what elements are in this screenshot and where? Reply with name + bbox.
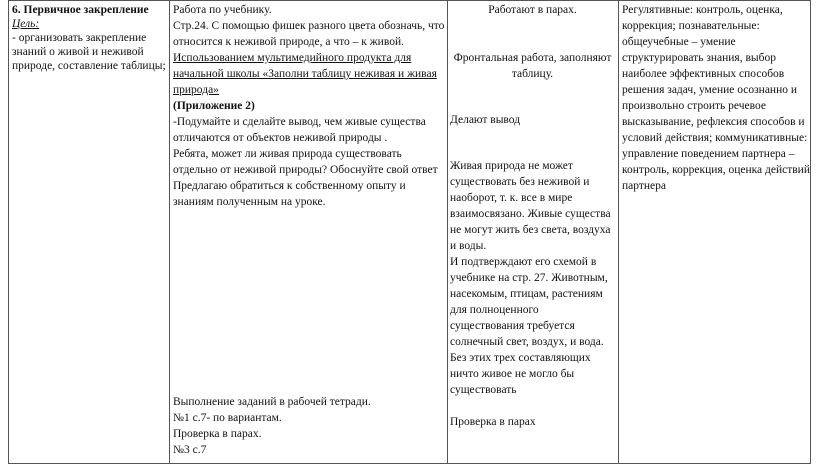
column-divider (447, 0, 448, 464)
workbook-check: Проверка в парах. (173, 428, 262, 440)
frontal-work: Фронтальная работа, заполняют таблицу. (453, 52, 612, 80)
uud-text: Регулятивные: контроль, оценка, коррекция; познавательные: общеучебные – умение структурировать знания, выбор наиболее эффективных способов решения задач, умение осознанно и произвольно строить речевое высказывание, рефлексия способов и условий действия; коммуникативные: управление поведением партнера – контроль, коррекция, оценка действий партнера (622, 4, 810, 192)
stage-cell (12, 3, 168, 73)
column-divider (169, 0, 170, 464)
conclusion-answer: Живая природа не может существовать без неживой и наоборот, т. к. все в мире взаимосвязано. Живые существа не могут жить без света, воздуха и воды. (450, 160, 611, 252)
think-prompt: -Подумайте и сделайте вывод, чем живые существа отличаются от объектов неживой природы . (173, 116, 426, 144)
appendix-ref: (Приложение 2) (173, 100, 255, 112)
workbook-task-3: №3 с.7 (173, 444, 207, 456)
student-activity-cell (450, 2, 615, 430)
pairs-work: Работают в парах. (488, 4, 577, 16)
goal-label: Цель: (12, 18, 40, 30)
workbook-variant: №1 с.7- по вариантам. (173, 412, 282, 424)
scheme-confirmation: И подтверждают его схемой в учебнике на стр. 27. Животным, насекомым, птицам, растениям для полноценного существования требуется солнечный свет, воздух, и вода. Без этих трех составляющих ничто живое не могло бы существовать (450, 256, 608, 396)
uud-cell (622, 2, 812, 194)
textbook-task: Стр.24. С помощью фишек разного цвета обозначь, что относится к неживой природе, а что – к живой. (173, 20, 445, 48)
make-conclusion: Делают вывод (450, 114, 521, 126)
multimedia-product: Использованием мультимедийного продукта для начальной школы «Заполни таблицу неживая и живая природа» (173, 52, 437, 96)
workbook-block (173, 394, 445, 458)
stage-heading: 6. Первичное закрепление (12, 4, 149, 16)
pairs-check: Проверка в парах (450, 416, 536, 428)
textbook-work: Работа по учебнику. (173, 4, 272, 16)
question-prompt: Ребята, может ли живая природа существовать отдельно от неживой природы? Обоснуйте свой ответ (173, 148, 438, 176)
suggest-prompt: Предлагаю обратиться к собственному опыту и знаниям полученным на уроке. (173, 180, 406, 208)
workbook-task: Выполнение заданий в рабочей тетради. (173, 396, 371, 408)
teacher-activity-cell (173, 2, 445, 210)
goal-text: - организовать закрепление знаний о живой и неживой природе, составление таблицы; (12, 32, 166, 72)
column-divider (618, 0, 619, 464)
